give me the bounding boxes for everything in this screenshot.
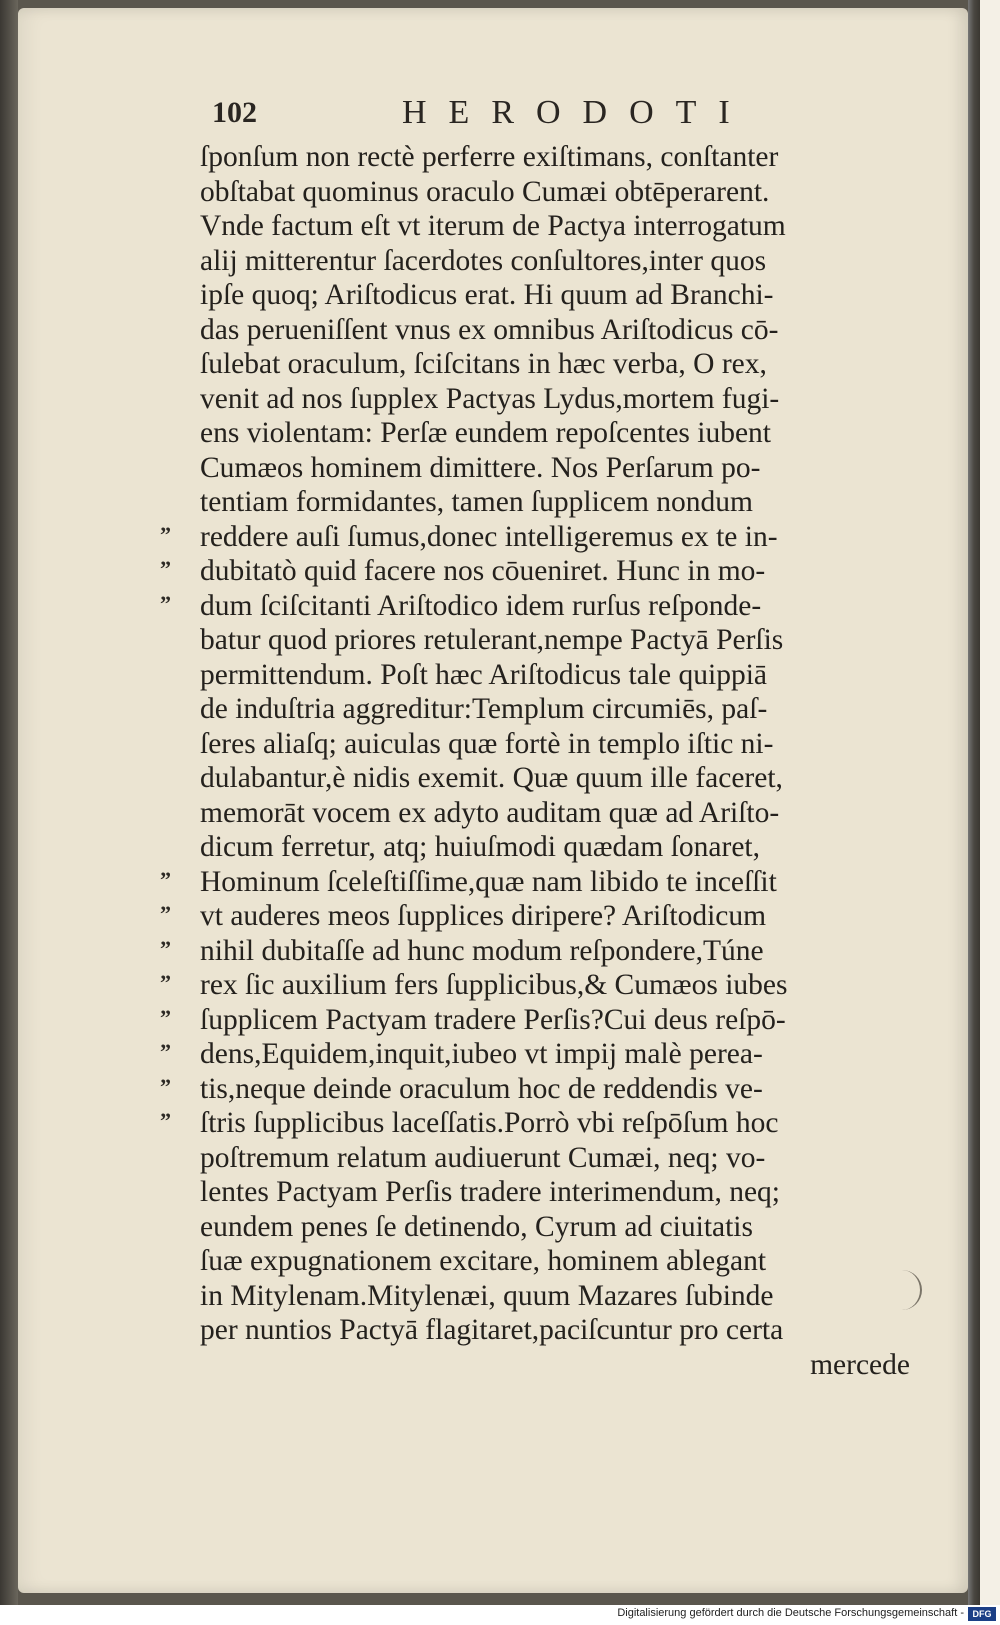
text-line: dens,Equidem,inquit,iubeo vt impij malè perea- <box>200 1038 763 1070</box>
digitization-credit: Digitalisierung gefördert durch die Deutsche Forschungsgemeinschaft - <box>617 1607 964 1619</box>
dfg-logo: DFG <box>968 1607 996 1621</box>
text-line: dulabantur,è nidis exemit. Quæ quum ille faceret, <box>200 762 783 794</box>
text-line: ſuæ expugnationem excitare, hominem ablegant <box>200 1245 767 1277</box>
text-line: ſupplicem Pactyam tradere Perſis?Cui deus reſpō- <box>200 1003 786 1036</box>
text-line: batur quod priores retulerant,nempe Pactyā Perſis <box>200 624 784 656</box>
text-line: nihil dubitaſſe ad hunc modum reſpondere,Túne <box>200 934 764 967</box>
quote-mark: ” <box>160 1073 171 1099</box>
quote-mark: ” <box>160 521 171 547</box>
text-line: Hominum ſceleſtiſſime,quæ nam libido te inceſſit <box>200 865 777 898</box>
page-edge-left <box>0 0 18 1605</box>
quote-mark: ” <box>160 970 171 995</box>
page-number: 102 <box>212 96 257 129</box>
text-line: tentiam formidantes, tamen ſupplicem nondum <box>200 486 753 518</box>
text-line: ſponſum non rectè perferre exiſtimans, conſtanter <box>200 141 779 173</box>
text-line: poſtremum relatum audiuerunt Cumæi, neq; vo- <box>200 1141 766 1174</box>
footer-bar <box>0 1605 1000 1625</box>
text-line: alij mitterentur ſacerdotes conſultores,inter quos <box>200 244 767 277</box>
running-head: HERODOTI <box>402 94 752 131</box>
text-line: das perueniſſent vnus ex omnibus Ariſtodicus cō- <box>200 313 779 346</box>
text-line: ſtris ſupplicibus laceſſatis.Porrò vbi reſpōſum hoc <box>200 1107 779 1139</box>
text-line: dum ſciſcitanti Ariſtodico idem rurſus reſponde- <box>200 589 762 622</box>
quote-mark: ” <box>160 590 171 616</box>
text-line: permittendum. Poſt hæc Ariſtodicus tale quippiā <box>200 658 767 691</box>
text-line: vt auderes meos ſupplices diripere? Ariſtodicum <box>200 900 767 932</box>
text-line: venit ad nos ſupplex Pactyas Lydus,mortem fugi- <box>200 382 780 415</box>
text-line: in Mitylenam.Mitylenæi, quum Mazares ſubinde <box>200 1279 774 1312</box>
book-spine <box>968 0 980 1605</box>
text-line: Cumæos hominem dimittere. Nos Perſarum po- <box>200 451 761 484</box>
quote-mark: ” <box>160 1039 171 1064</box>
text-line: ens violentam: Perſæ eundem repoſcentes iubent <box>200 417 772 449</box>
text-line: per nuntios Pactyā flagitaret,paciſcuntur pro certa <box>200 1314 784 1346</box>
text-line: ipſe quoq; Ariſtodicus erat. Hi quum ad Branchi- <box>200 279 774 311</box>
catchword: mercede <box>810 1348 910 1381</box>
text-line: tis,neque deinde oraculum hoc de reddendis ve- <box>200 1072 763 1105</box>
quote-mark: ” <box>160 1004 171 1030</box>
text-line: memorāt vocem ex adyto auditam quæ ad Ariſto- <box>200 796 780 829</box>
quote-mark: ” <box>160 866 171 892</box>
quote-mark: ” <box>160 901 171 926</box>
text-line: dicum ferretur, atq; huiuſmodi quædam ſonaret, <box>200 831 760 863</box>
text-line: obſtabat quominus oraculo Cumæi obtēperarent. <box>200 175 770 208</box>
text-line: ſulebat oraculum, ſciſcitans in hæc verba, O rex, <box>200 348 767 380</box>
quote-mark: ” <box>160 556 171 581</box>
text-line: ſeres aliaſq; auiculas quæ fortè in templo iſtic ni- <box>200 727 774 760</box>
text-line: rex ſic auxilium fers ſupplicibus,& Cumæos iubes <box>200 969 788 1001</box>
text-line: de induſtria aggreditur:Templum circumiēs, paſ- <box>200 693 768 725</box>
text-line: eundem penes ſe detinendo, Cyrum ad ciuitatis <box>200 1210 753 1243</box>
quote-mark: ” <box>160 1108 171 1133</box>
text-line: dubitatò quid facere nos cōueniret. Hunc in mo- <box>200 555 766 587</box>
body-text <box>200 140 920 1382</box>
text-line: lentes Pactyam Perſis tradere interimendum, neq; <box>200 1176 780 1208</box>
text-line: Vnde factum eſt vt iterum de Pactya interrogatum <box>200 210 786 242</box>
page-header <box>212 94 912 138</box>
text-line: reddere auſi ſumus,donec intelligeremus ex te in- <box>200 520 778 553</box>
quote-mark: ” <box>160 935 171 961</box>
